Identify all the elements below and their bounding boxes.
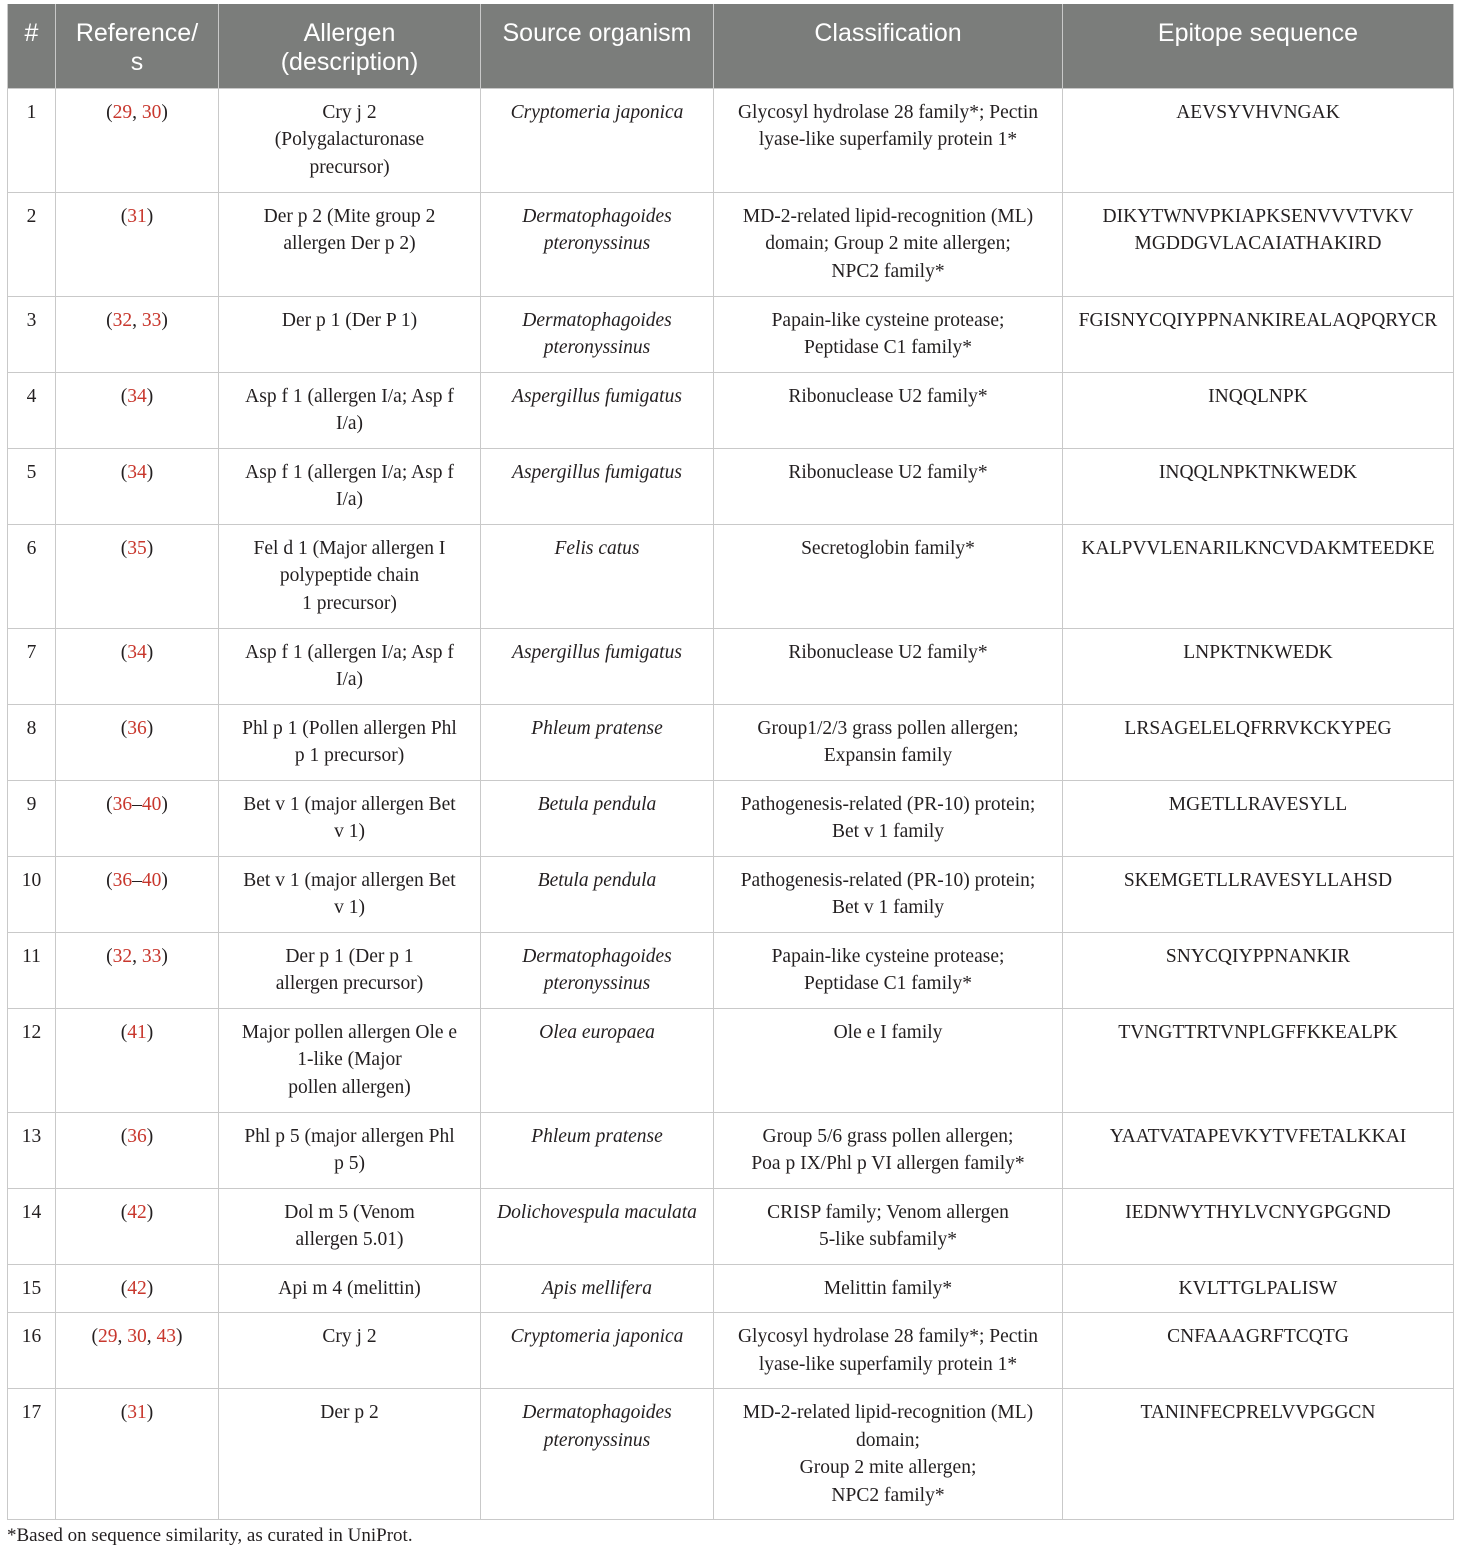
row-classification: Ribonuclease U2 family*: [714, 448, 1063, 524]
reference-link[interactable]: 36: [127, 1125, 147, 1147]
row-classification: CRISP family; Venom allergen 5-like subfamily*: [714, 1188, 1063, 1264]
row-references: [56, 372, 219, 448]
ref-paren-close: ): [146, 1277, 154, 1299]
ref-paren-close: ): [176, 1326, 183, 1347]
row-epitope-sequence: INQQLNPK: [1063, 372, 1454, 448]
row-allergen: Dol m 5 (Venom allergen 5.01): [219, 1188, 481, 1264]
row-source-organism: Betula pendula: [481, 780, 714, 856]
row-source-organism: Phleum pratense: [481, 1112, 714, 1188]
reference-link[interactable]: 33: [141, 309, 162, 331]
row-classification: Ribonuclease U2 family*: [714, 372, 1063, 448]
row-number: 11: [8, 932, 56, 1008]
reference-link[interactable]: 42: [127, 1277, 147, 1299]
reference-link[interactable]: 30: [141, 101, 162, 123]
row-allergen: Phl p 5 (major allergen Phl p 5): [219, 1112, 481, 1188]
table-row: [8, 1188, 1454, 1264]
row-number: 2: [8, 192, 56, 296]
row-allergen: Bet v 1 (major allergen Bet v 1): [219, 780, 481, 856]
row-epitope-sequence: CNFAAAGRFTCQTG: [1063, 1313, 1454, 1389]
ref-paren-open: (: [106, 793, 113, 815]
row-references: [56, 628, 219, 704]
ref-paren-close: ): [146, 1402, 154, 1423]
table-row: [8, 1264, 1454, 1313]
row-references: [56, 524, 219, 628]
row-epitope-sequence: INQQLNPKTNKWEDK: [1063, 448, 1454, 524]
row-epitope-sequence: FGISNYCQIYPPNANKIREALAQPQRYCR: [1063, 296, 1454, 372]
ref-paren-close: ): [161, 793, 168, 815]
ref-paren-close: ): [146, 641, 154, 663]
row-source-organism: Dolichovespula maculata: [481, 1188, 714, 1264]
reference-link[interactable]: 33: [141, 945, 162, 967]
row-references: [56, 1112, 219, 1188]
ref-paren-open: (: [106, 945, 113, 967]
ref-paren-open: (: [106, 101, 113, 123]
row-references: [56, 1188, 219, 1264]
ref-paren-close: ): [161, 309, 168, 331]
row-number: 1: [8, 88, 56, 192]
row-references: [56, 780, 219, 856]
table-header: [8, 4, 1454, 88]
ref-separator: –: [132, 869, 142, 891]
header-row: [8, 4, 1454, 88]
row-allergen: Phl p 1 (Pollen allergen Phl p 1 precursor): [219, 704, 481, 780]
row-allergen: Der p 1 (Der p 1 allergen precursor): [219, 932, 481, 1008]
ref-separator: ,: [117, 1326, 128, 1347]
ref-paren-close: ): [146, 537, 154, 559]
row-references: [56, 448, 219, 524]
row-source-organism: Olea europaea: [481, 1008, 714, 1112]
ref-paren-open: (: [120, 205, 128, 227]
row-epitope-sequence: LNPKTNKWEDK: [1063, 628, 1454, 704]
reference-link[interactable]: 42: [127, 1201, 147, 1223]
row-classification: MD-2-related lipid-recognition (ML) domain; Group 2 mite allergen; NPC2 family*: [714, 192, 1063, 296]
ref-separator: ,: [146, 1326, 157, 1347]
header-classification: Classification: [714, 4, 1063, 88]
row-references: [56, 1008, 219, 1112]
row-epitope-sequence: KVLTTGLPALISW: [1063, 1264, 1454, 1313]
header-allergen: Allergen (description): [219, 4, 481, 88]
row-epitope-sequence: LRSAGELELQFRRVKCKYPEG: [1063, 704, 1454, 780]
row-allergen: Der p 1 (Der P 1): [219, 296, 481, 372]
reference-link[interactable]: 36: [127, 717, 147, 739]
table-row: [8, 1313, 1454, 1389]
reference-link[interactable]: 35: [127, 537, 147, 559]
row-allergen: Major pollen allergen Ole e 1-like (Major pollen allergen): [219, 1008, 481, 1112]
row-references: [56, 1313, 219, 1389]
row-classification: Group 5/6 grass pollen allergen; Poa p IX/Phl p VI allergen family*: [714, 1112, 1063, 1188]
row-source-organism: Dermatophagoides pteronyssinus: [481, 1389, 714, 1520]
row-epitope-sequence: IEDNWYTHYLVCNYGPGGND: [1063, 1188, 1454, 1264]
header-source-organism: Source organism: [481, 4, 714, 88]
row-classification: Secretoglobin family*: [714, 524, 1063, 628]
row-number: 5: [8, 448, 56, 524]
reference-link[interactable]: 34: [127, 385, 147, 407]
row-source-organism: Aspergillus fumigatus: [481, 372, 714, 448]
ref-paren-open: (: [106, 309, 113, 331]
header-reference: Reference/ s: [56, 4, 219, 88]
table-row: [8, 628, 1454, 704]
row-source-organism: Aspergillus fumigatus: [481, 448, 714, 524]
row-classification: Papain-like cysteine protease; Peptidase C1 family*: [714, 296, 1063, 372]
reference-link[interactable]: 32: [112, 309, 133, 331]
row-classification: Glycosyl hydrolase 28 family*; Pectin lyase-like superfamily protein 1*: [714, 88, 1063, 192]
epitope-table-container: [7, 4, 1453, 1520]
row-allergen: Fel d 1 (Major allergen I polypeptide chain 1 precursor): [219, 524, 481, 628]
row-references: [56, 192, 219, 296]
ref-paren-open: (: [120, 717, 128, 739]
ref-separator: ,: [132, 945, 142, 967]
ref-paren-close: ): [146, 717, 154, 739]
reference-link[interactable]: 40: [141, 793, 162, 815]
row-epitope-sequence: KALPVVLENARILKNCVDAKMTEEDKE: [1063, 524, 1454, 628]
reference-link[interactable]: 34: [127, 461, 147, 483]
ref-paren-close: ): [146, 1201, 154, 1223]
ref-paren-close: ): [146, 205, 154, 227]
row-allergen: Asp f 1 (allergen I/a; Asp f I/a): [219, 372, 481, 448]
table-row: [8, 932, 1454, 1008]
row-classification: Pathogenesis-related (PR-10) protein; Bet v 1 family: [714, 780, 1063, 856]
row-references: [56, 856, 219, 932]
row-source-organism: Phleum pratense: [481, 704, 714, 780]
row-epitope-sequence: MGETLLRAVESYLL: [1063, 780, 1454, 856]
reference-link[interactable]: 30: [127, 1326, 147, 1347]
row-number: 4: [8, 372, 56, 448]
ref-paren-close: ): [161, 945, 168, 967]
row-allergen: Asp f 1 (allergen I/a; Asp f I/a): [219, 628, 481, 704]
row-allergen: Api m 4 (melittin): [219, 1264, 481, 1313]
row-allergen: Der p 2: [219, 1389, 481, 1520]
row-epitope-sequence: YAATVATAPEVKYTVFETALKKAI: [1063, 1112, 1454, 1188]
row-number: 6: [8, 524, 56, 628]
table-row: [8, 524, 1454, 628]
row-references: [56, 1264, 219, 1313]
row-references: [56, 704, 219, 780]
ref-paren-open: (: [120, 1125, 128, 1147]
row-classification: Ribonuclease U2 family*: [714, 628, 1063, 704]
row-number: 14: [8, 1188, 56, 1264]
row-allergen: Bet v 1 (major allergen Bet v 1): [219, 856, 481, 932]
row-classification: Pathogenesis-related (PR-10) protein; Bet v 1 family: [714, 856, 1063, 932]
ref-paren-close: ): [146, 385, 154, 407]
row-number: 12: [8, 1008, 56, 1112]
row-number: 17: [8, 1389, 56, 1520]
ref-paren-close: ): [161, 101, 168, 123]
ref-paren-close: ): [146, 461, 154, 483]
table-row: [8, 1389, 1454, 1520]
reference-link[interactable]: 32: [112, 945, 133, 967]
row-source-organism: Dermatophagoides pteronyssinus: [481, 192, 714, 296]
ref-separator: –: [132, 793, 142, 815]
row-epitope-sequence: TVNGTTRTVNPLGFFKKEALPK: [1063, 1008, 1454, 1112]
table-footnote: *Based on sequence similarity, as curated in UniProt.: [7, 1525, 413, 1546]
row-source-organism: Betula pendula: [481, 856, 714, 932]
row-number: 3: [8, 296, 56, 372]
row-classification: Glycosyl hydrolase 28 family*; Pectin lyase-like superfamily protein 1*: [714, 1313, 1063, 1389]
table-row: [8, 296, 1454, 372]
row-references: [56, 1389, 219, 1520]
row-number: 10: [8, 856, 56, 932]
row-number: 15: [8, 1264, 56, 1313]
row-source-organism: Aspergillus fumigatus: [481, 628, 714, 704]
row-source-organism: Felis catus: [481, 524, 714, 628]
ref-paren-open: (: [106, 869, 113, 891]
row-number: 9: [8, 780, 56, 856]
ref-paren-open: (: [120, 1021, 128, 1043]
reference-link[interactable]: 43: [156, 1326, 176, 1347]
table-row: [8, 1008, 1454, 1112]
reference-link[interactable]: 31: [127, 1402, 147, 1423]
row-allergen: Der p 2 (Mite group 2 allergen Der p 2): [219, 192, 481, 296]
row-references: [56, 88, 219, 192]
reference-link[interactable]: 29: [98, 1326, 118, 1347]
row-source-organism: Cryptomeria japonica: [481, 88, 714, 192]
reference-link[interactable]: 29: [112, 101, 133, 123]
ref-paren-open: (: [120, 1201, 128, 1223]
table-row: [8, 448, 1454, 524]
table-row: [8, 1112, 1454, 1188]
ref-paren-open: (: [91, 1326, 98, 1347]
row-classification: Papain-like cysteine protease; Peptidase C1 family*: [714, 932, 1063, 1008]
ref-paren-open: (: [120, 385, 128, 407]
table-row: [8, 780, 1454, 856]
row-references: [56, 932, 219, 1008]
row-epitope-sequence: SNYCQIYPPNANKIR: [1063, 932, 1454, 1008]
row-source-organism: Dermatophagoides pteronyssinus: [481, 932, 714, 1008]
table-row: [8, 856, 1454, 932]
row-number: 8: [8, 704, 56, 780]
ref-paren-close: ): [161, 869, 168, 891]
row-classification: Group1/2/3 grass pollen allergen; Expansin family: [714, 704, 1063, 780]
row-epitope-sequence: AEVSYVHVNGAK: [1063, 88, 1454, 192]
row-source-organism: Apis mellifera: [481, 1264, 714, 1313]
table-row: [8, 704, 1454, 780]
table-body: [8, 88, 1454, 1520]
table-row: [8, 192, 1454, 296]
row-epitope-sequence: TANINFECPRELVVPGGCN: [1063, 1389, 1454, 1520]
row-classification: Ole e I family: [714, 1008, 1063, 1112]
reference-link[interactable]: 36: [112, 869, 133, 891]
row-allergen: Cry j 2: [219, 1313, 481, 1389]
row-allergen: Cry j 2 (Polygalacturonase precursor): [219, 88, 481, 192]
row-classification: Melittin family*: [714, 1264, 1063, 1313]
row-number: 13: [8, 1112, 56, 1188]
ref-paren-open: (: [120, 1402, 128, 1423]
ref-paren-open: (: [120, 461, 128, 483]
row-allergen: Asp f 1 (allergen I/a; Asp f I/a): [219, 448, 481, 524]
header-number: #: [8, 4, 56, 88]
reference-link[interactable]: 31: [127, 205, 147, 227]
row-classification: MD-2-related lipid-recognition (ML) domain; Group 2 mite allergen; NPC2 family*: [714, 1389, 1063, 1520]
header-epitope-sequence: Epitope sequence: [1063, 4, 1454, 88]
ref-paren-open: (: [120, 1277, 128, 1299]
reference-link[interactable]: 34: [127, 641, 147, 663]
row-epitope-sequence: SKEMGETLLRAVESYLLAHSD: [1063, 856, 1454, 932]
table-row: [8, 372, 1454, 448]
ref-paren-close: ): [146, 1021, 154, 1043]
ref-separator: ,: [132, 101, 142, 123]
epitope-table: [7, 4, 1454, 1520]
row-references: [56, 296, 219, 372]
row-source-organism: Cryptomeria japonica: [481, 1313, 714, 1389]
row-number: 7: [8, 628, 56, 704]
row-source-organism: Dermatophagoides pteronyssinus: [481, 296, 714, 372]
ref-paren-open: (: [120, 641, 128, 663]
reference-link[interactable]: 41: [127, 1021, 147, 1043]
reference-link[interactable]: 40: [141, 869, 162, 891]
ref-paren-close: ): [146, 1125, 154, 1147]
ref-separator: ,: [132, 309, 142, 331]
row-number: 16: [8, 1313, 56, 1389]
table-row: [8, 88, 1454, 192]
row-epitope-sequence: DIKYTWNVPKIAPKSENVVVTVKV MGDDGVLACAIATHAKIRD: [1063, 192, 1454, 296]
reference-link[interactable]: 36: [112, 793, 133, 815]
ref-paren-open: (: [120, 537, 128, 559]
